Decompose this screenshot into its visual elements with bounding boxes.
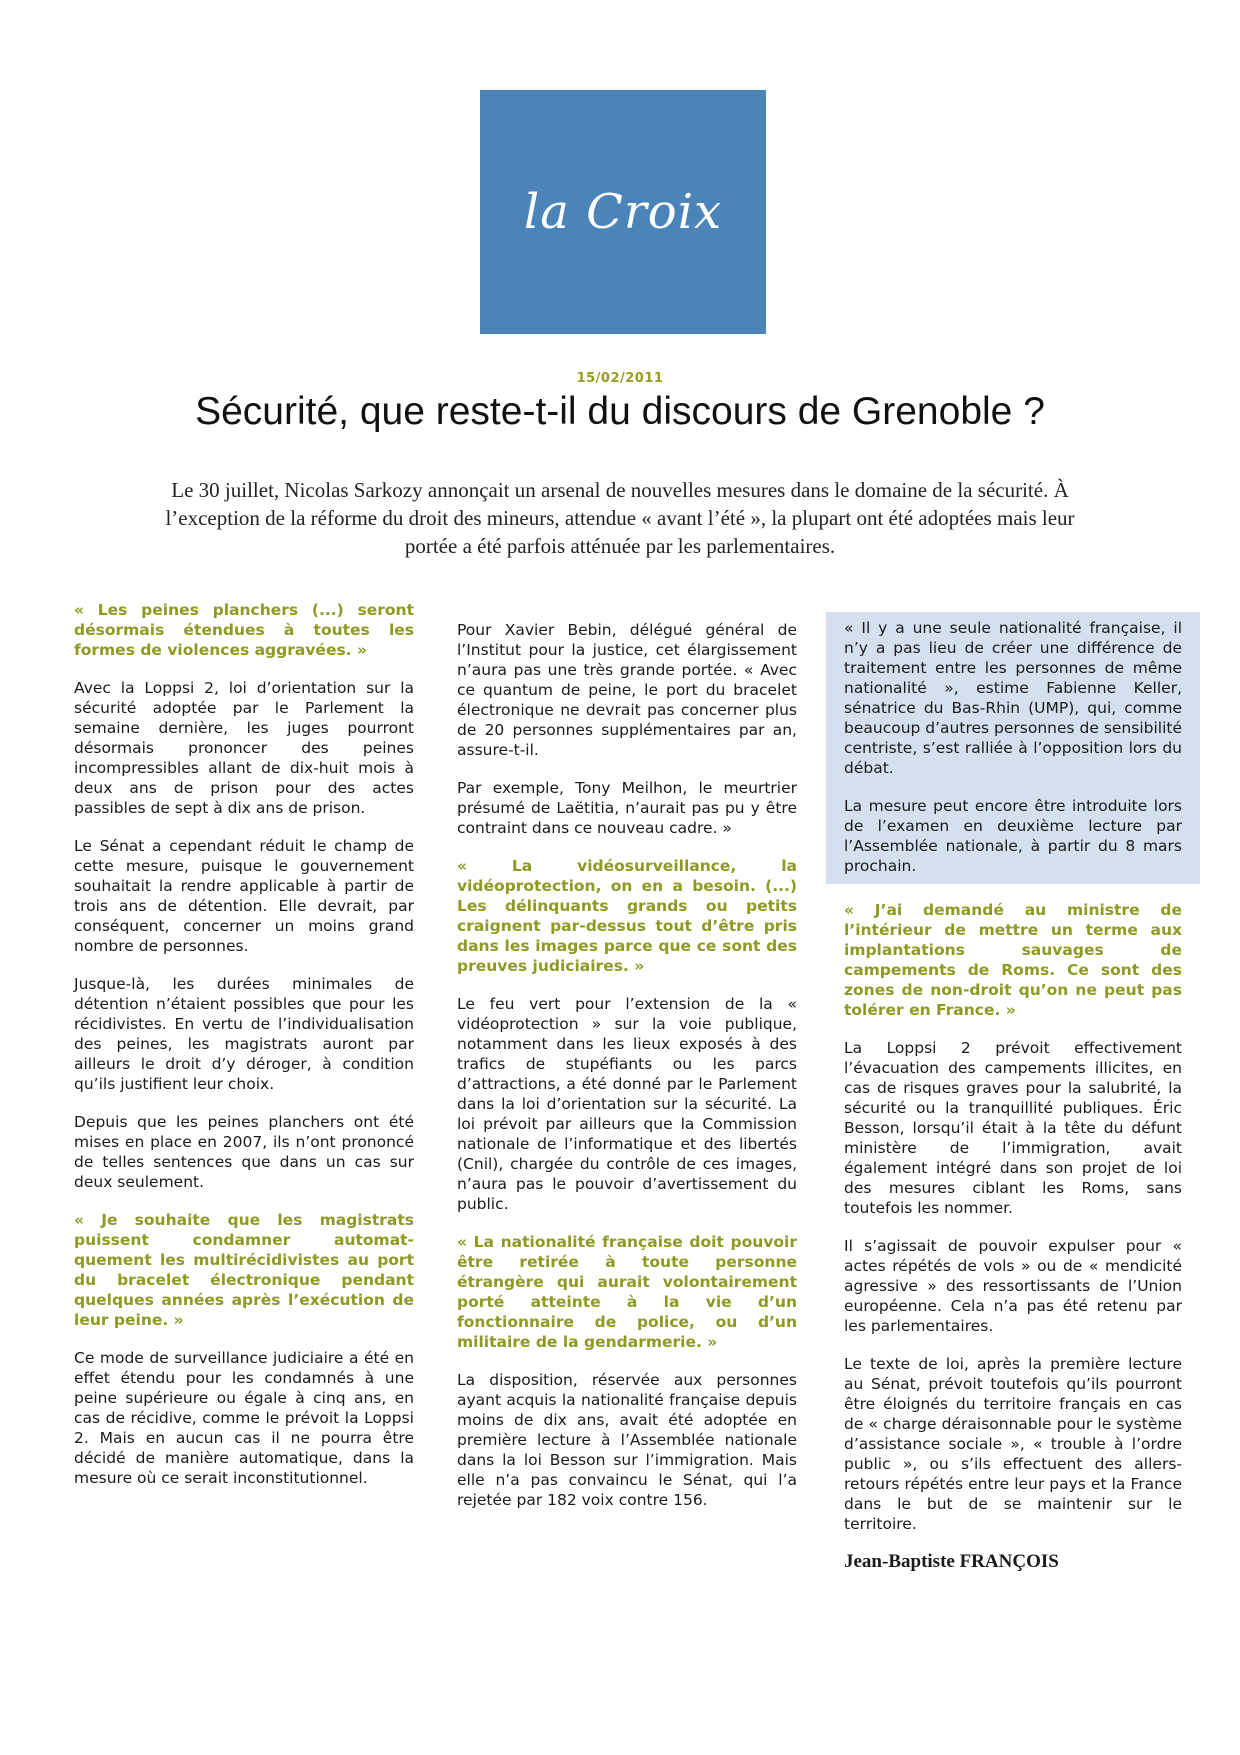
column-3 — [826, 612, 1200, 1572]
paragraph: Depuis que les peines planchers ont été mises en place en 2007, ils n’ont prononcé de telles sentences que dans un cas sur deux seulement. — [74, 1113, 414, 1191]
column-1 — [74, 600, 414, 1506]
paragraph: Pour Xavier Bebin, délégué général de l’Institut pour la justice, cet élargissement n’aura pas une très grande portée. « Avec ce quantum de peine, le port du bracelet électronique ne devrait pas concerner plus de 20 personnes supplémentaires par an, assure-t-il. — [457, 621, 797, 759]
article-title: Sécurité, que reste-t-il du discours de Grenoble ? — [195, 390, 1045, 433]
paragraph: Le feu vert pour l’extension de la « vidéoprotection » sur la voie publique, notamment dans les lieux exposés à des trafics de stupéfiants ou les parcs d’attractions, a été donné par le Parlement dans la loi d’orientation sur la sécurité. La loi prévoit par ailleurs que la Commission nationale de l’informatique et des libertés (Cnil), chargée du contrôle de ces images, n’aura pas le pouvoir d’avertissement du public. — [457, 995, 797, 1213]
paragraph: La Loppsi 2 prévoit effectivement l’évacuation des campements illicites, en cas de risques graves pour la salubrité, la sécurité ou la tranquillité publiques. Éric Besson, lorsqu’il était à la tête du défunt ministère de l’immigration, avait également intégré dans son projet de loi des mesures ciblant les Roms, sans toutefois les nommer. — [844, 1039, 1182, 1217]
paragraph: Le Sénat a cependant réduit le champ de cette mesure, puisque le gouvernement souhaitait la rendre applicable à partir de trois ans de détention. Elle devrait, par conséquent, concerner un moins grand nombre de personnes. — [74, 837, 414, 955]
pull-quote: « Les peines planchers (...) seront désormais étendues à toutes les formes de violences aggravées. » — [74, 601, 414, 659]
paragraph: La disposition, réservée aux personnes ayant acquis la nationalité française depuis moins de dix ans, avait été adoptée en première lecture à l’Assemblée nationale dans la loi Besson sur l’immigration. Mais elle n’a pas convaincu le Sénat, qui l’a rejetée par 182 voix contre 156. — [457, 1371, 797, 1509]
pull-quote: « J’ai demandé au ministre de l’intérieur de mettre un terme aux implantations sauvages de campements de Roms. Ce sont des zones de non-droit qu’on ne peut pas tolérer en France. » — [844, 901, 1182, 1019]
box-paragraph: La mesure peut encore être introduite lors de l’examen en deuxième lecture par l’Assemblée nationale, à partir du 8 mars prochain. — [844, 797, 1182, 875]
pull-quote: « La nationalité française doit pouvoir être retirée à toute personne étrangère qui aurait volontairement porté atteinte à la vie d’un fonctionnaire de police, ou d’un militaire de la gendarmerie. » — [457, 1233, 797, 1351]
pull-quote: « La vidéosurveillance, la vidéoprotection, on en a besoin. (...) Les délinquants grands ou petits craignent par-dessus tout d’être pris dans les images parce que ce sont des preuves judiciaires. » — [457, 857, 797, 975]
paragraph: Le texte de loi, après la première lecture au Sénat, prévoit toutefois qu’ils pourront être éloignés du territoire français en cas de « charge déraisonnable pour le système d’assistance sociale », « trouble à l’ordre public », ou s’ils effectuent des allers-retours répétés entre leur pays et la France dans le but de se maintenir sur le territoire. — [844, 1355, 1182, 1533]
article-date: 15/02/2011 — [576, 371, 664, 386]
la-croix-logo — [480, 90, 766, 334]
paragraph: Par exemple, Tony Meilhon, le meurtrier présumé de Laëtitia, n’aurait pas pu y être contraint dans ce nouveau cadre. » — [457, 779, 797, 837]
paragraph: Ce mode de surveillance judiciaire a été en effet étendu pour les condamnés à une peine supérieure ou égale à cinq ans, en cas de récidive, comme le prévoit la Loppsi 2. Mais en aucun cas il ne pourra être décidé de manière automatique, dans la mesure où ce serait inconstitutionnel. — [74, 1349, 414, 1487]
author-signature: Jean-Baptiste FRANÇOIS — [844, 1551, 1059, 1572]
paragraph: Avec la Loppsi 2, loi d’orientation sur la sécurité adoptée par le Parlement la semaine dernière, les juges pourront désormais prononcer des peines incompressibles allant de dix-huit mois à deux ans de prison pour des actes passibles de sept à dix ans de prison. — [74, 679, 414, 817]
column-2 — [457, 620, 797, 1528]
paragraph: Il s’agissait de pouvoir expulser pour « actes répétés de vols » ou de « mendicité agressive » des ressortissants de l’Union européenne. Cela n’a pas été retenu par les parlementaires. — [844, 1237, 1182, 1335]
paragraph: Jusque-là, les durées minimales de détention n’étaient possibles que pour les récidivistes. En vertu de l’individualisation des peines, les magistrats auront par ailleurs le droit d’y déroger, à condition qu’ils justifient leur choix. — [74, 975, 414, 1093]
highlight-box — [826, 612, 1200, 884]
box-paragraph: « Il y a une seule nationalité française, il n’y a pas lieu de créer une différence de traitement entre les personnes de même nationalité », estime Fabienne Keller, sénatrice du Bas-Rhin (UMP), qui, comme beaucoup d’autres personnes de sensibilité centriste, s’est ralliée à l’opposition lors du débat. — [844, 619, 1183, 777]
pull-quote: « Je souhaite que les magistrats puissent condamner automat-quement les multirécidivistes au port du bracelet électronique pendant quelques années après l’exécution de leur peine. » — [74, 1211, 414, 1329]
logo-text: la Croix — [523, 184, 723, 240]
article-intro: Le 30 juillet, Nicolas Sarkozy annonçait un arsenal de nouvelles mesures dans le domaine de la sécurité. À l’exception de la réforme du droit des mineurs, attendue « avant l’été », la plupart ont été adoptées mais leur portée a été parfois atténuée par les parlementaires. — [165, 478, 1075, 558]
